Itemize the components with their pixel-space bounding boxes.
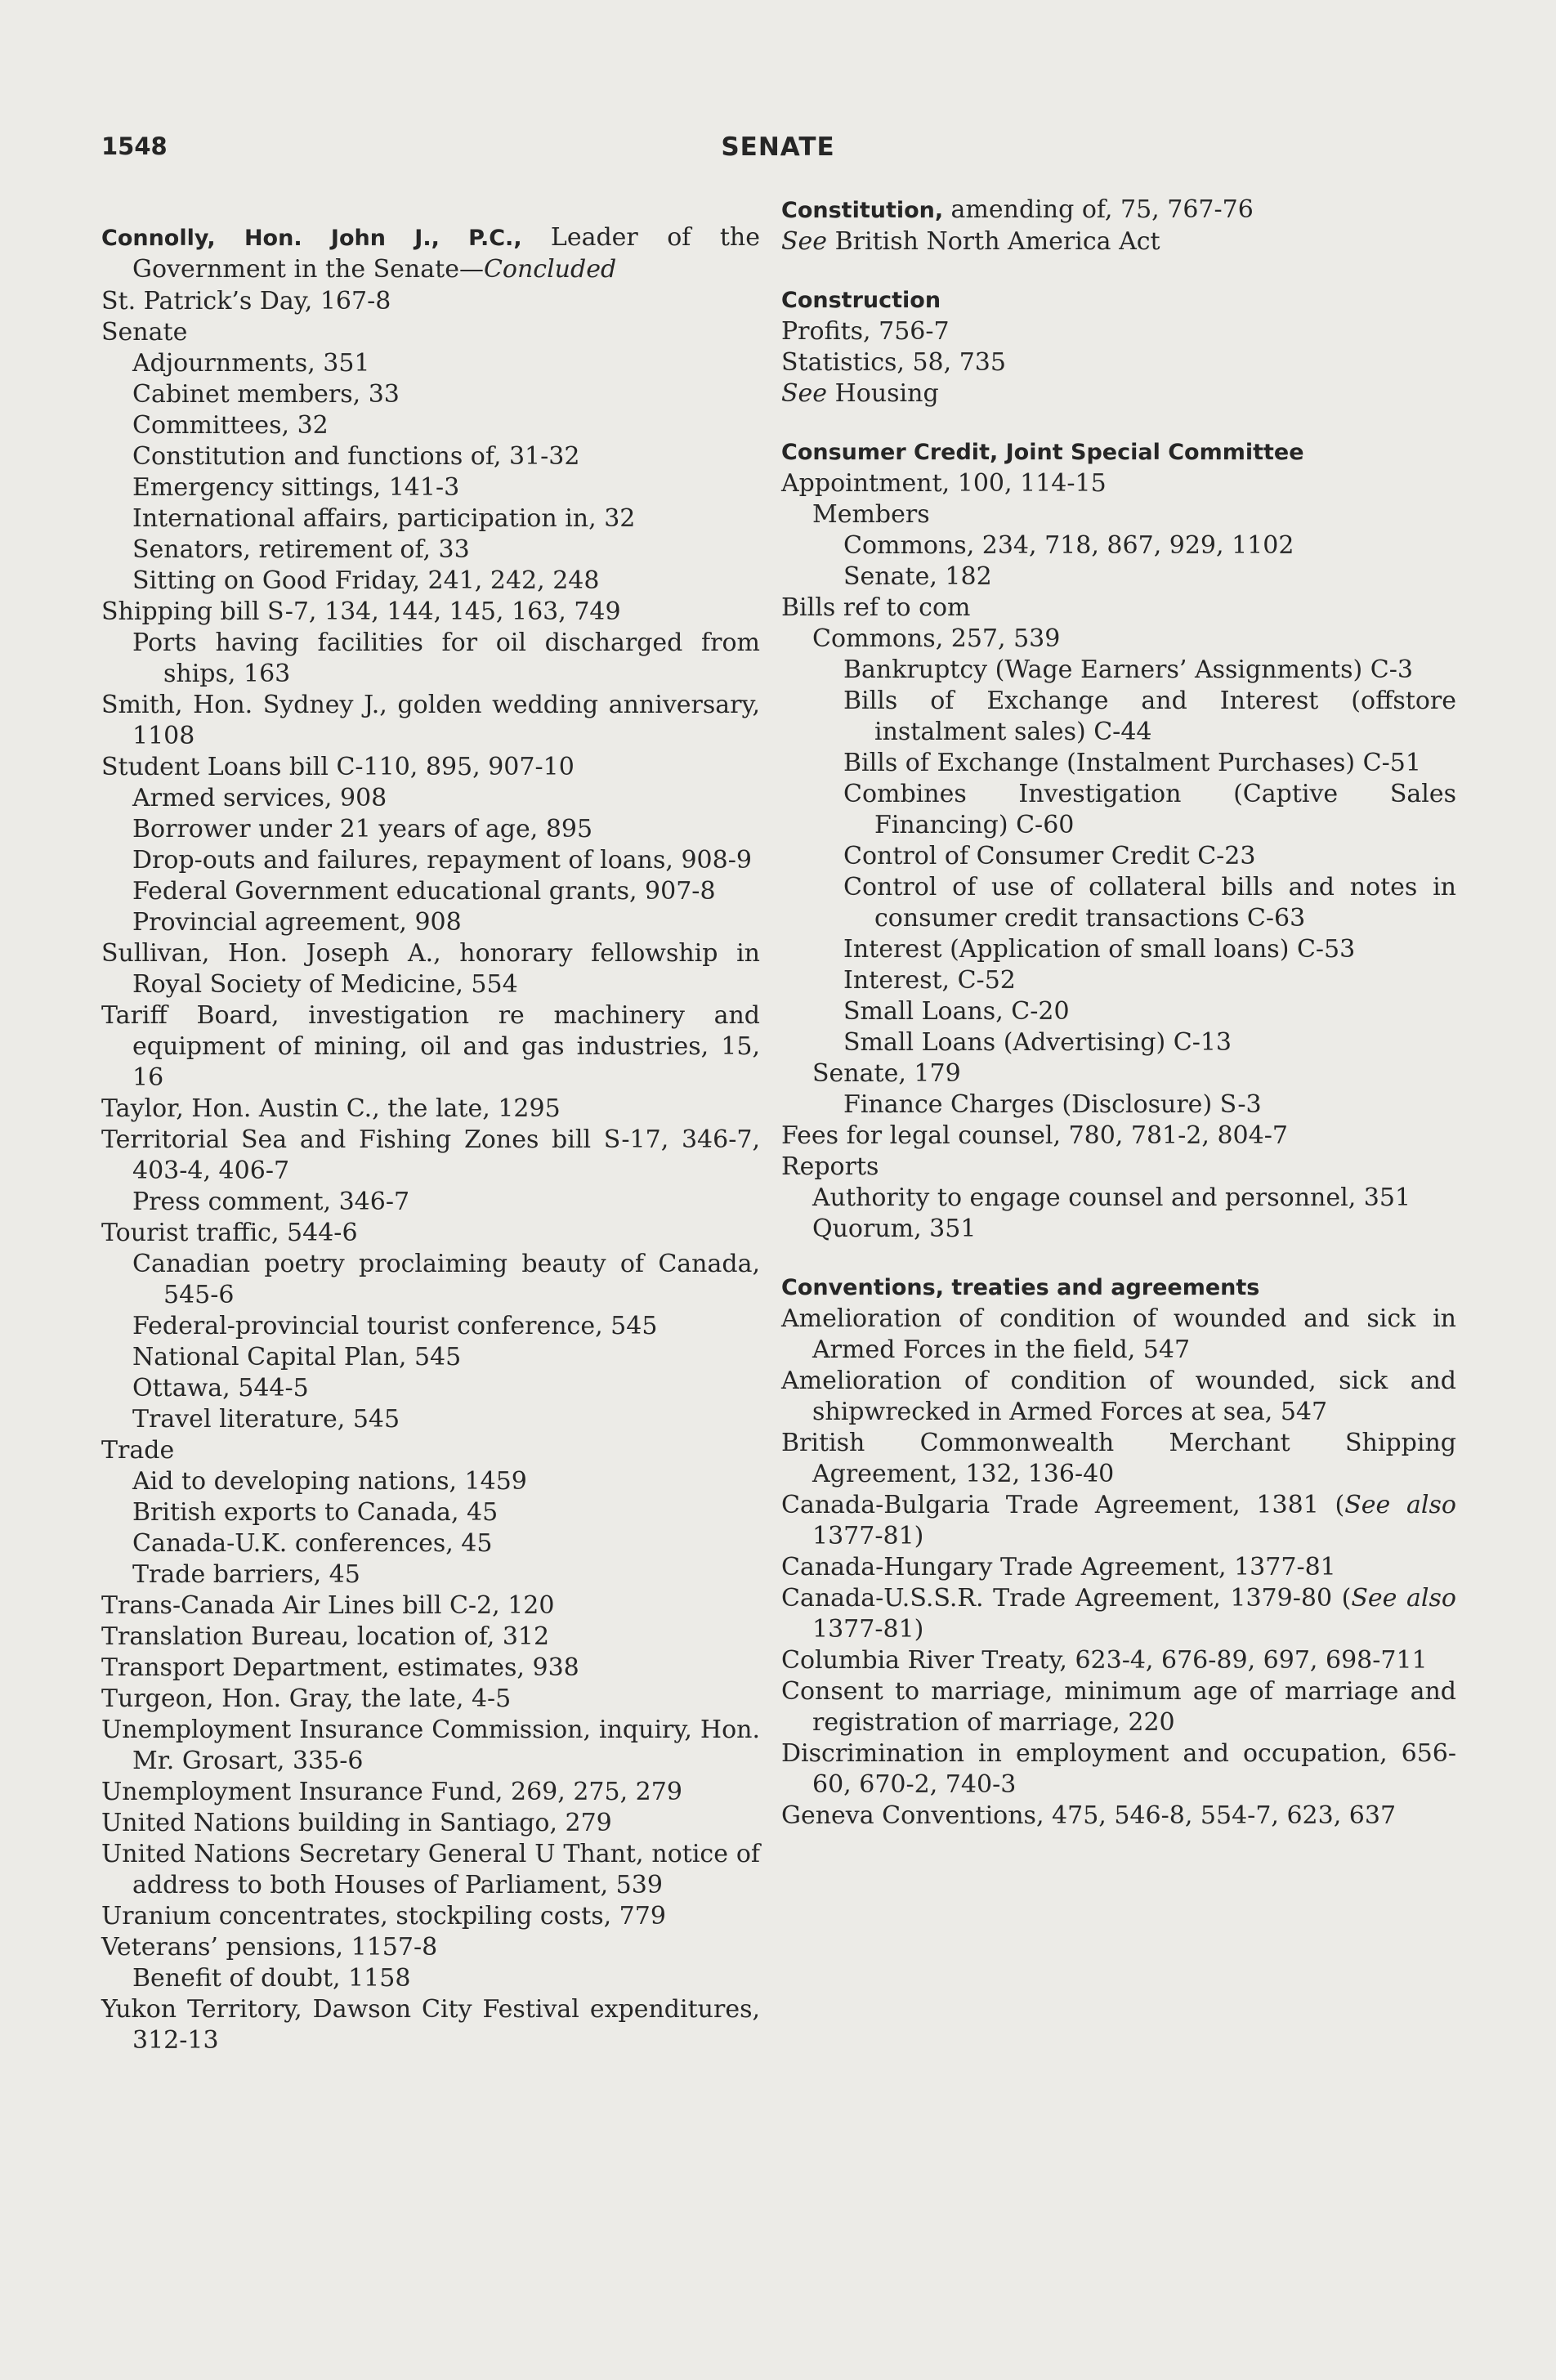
index-entry [781,872,1456,934]
entry-text: Authority to engage counsel and personnel, 351 [812,1183,1411,1212]
entry-text: Ports having facilities for oil discharged from ships, 163 [132,629,760,688]
entry-text: Columbia River Treaty, 623-4, 676-89, 697, 698-711 [781,1646,1428,1675]
entry-text: Senate [101,318,188,347]
entry-text: Senate, 179 [812,1059,961,1088]
entry-text: Federal Government educational grants, 907-8 [132,877,716,906]
entry-text: Appointment, 100, 114-15 [781,469,1107,498]
index-heading [781,285,1456,316]
heading-subtitle: amending of, 75, 767-76 [950,195,1254,224]
entry-text: Combines Investigation (Captive Sales Financing) C-60 [843,780,1456,839]
entry-text: British North America Act [827,227,1160,256]
index-entry [101,1497,760,1528]
entry-text: Cabinet members, 33 [132,380,400,409]
index-entry [781,1089,1456,1121]
entry-text: Interest (Application of small loans) C-53 [843,935,1356,964]
index-entry [101,317,760,348]
page-number: 1548 [101,132,168,160]
index-entry [781,1552,1456,1583]
entry-text: Unemployment Insurance Fund, 269, 275, 279 [101,1778,682,1806]
index-entry [101,876,760,907]
index-entry [101,845,760,876]
entry-text: Student Loans bill C-110, 895, 907-10 [101,753,575,781]
heading-subtitle-italic: Concluded [483,255,617,284]
index-heading [781,437,1456,468]
index-entry [101,286,760,317]
index-entry [781,1214,1456,1245]
entry-text: Canada-Hungary Trade Agreement, 1377-81 [781,1553,1336,1581]
see-also-reference: See also [1344,1491,1456,1519]
index-entry [101,1404,760,1435]
index-entry [781,347,1456,378]
index-entry [781,530,1456,561]
index-entry [101,1777,760,1808]
heading-term: Constitution, [781,198,944,223]
heading-term: Connolly, Hon. John J., P.C., [101,226,522,251]
index-entry [781,1645,1456,1676]
entry-text: Benefit of doubt, 1158 [132,1964,411,1993]
entry-text: Housing [827,379,939,408]
index-entry [781,1428,1456,1490]
entry-text: Quorum, 351 [812,1215,977,1243]
index-entry [101,1559,760,1590]
index-entry [781,934,1456,965]
entry-text: Adjournments, 351 [132,349,370,378]
index-entry [101,472,760,503]
index-entry [101,1466,760,1497]
entry-text: Drop-outs and failures, repayment of loans, 908-9 [132,846,752,875]
index-heading [101,222,760,286]
entry-text: Sullivan, Hon. Joseph A., honorary fellowship in Royal Society of Medicine, 554 [101,939,760,999]
entry-text: Finance Charges (Disclosure) S-3 [843,1090,1262,1119]
entry-text: Members [812,500,930,529]
entry-text-tail: 1377-81) [812,1615,924,1644]
see-reference: See [781,379,828,408]
entry-text: Control of Consumer Credit C-23 [843,842,1256,870]
entry-text: Senate, 182 [843,562,992,591]
entry-text: Discrimination in employment and occupation, 656-60, 670-2, 740-3 [781,1739,1456,1799]
entry-text: British Commonwealth Merchant Shipping Agreement, 132, 136-40 [781,1429,1456,1488]
entry-text: Taylor, Hon. Austin C., the late, 1295 [101,1094,561,1123]
entry-text: Travel literature, 545 [132,1405,400,1434]
entry-text: Borrower under 21 years of age, 895 [132,815,593,843]
entry-text: Ottawa, 544-5 [132,1374,309,1402]
entry-text: Bills ref to com [781,593,971,622]
index-entry [101,535,760,566]
index-entry [101,1684,760,1715]
index-entry [101,628,760,690]
entry-text: Consent to marriage, minimum age of marriage and registration of marriage, 220 [781,1677,1456,1737]
index-entry [101,690,760,752]
entry-text: Constitution and functions of, 31-32 [132,442,580,471]
entry-text: Statistics, 58, 735 [781,348,1006,377]
entry-text: Canada-Bulgaria Trade Agreement, 1381 ( [781,1491,1345,1519]
index-entry [101,566,760,597]
index-column-right [781,195,1456,1832]
entry-text: Commons, 257, 539 [812,624,1061,653]
entry-text: St. Patrick’s Day, 167-8 [101,287,391,315]
entry-text: Amelioration of condition of wounded, sick and shipwrecked in Armed Forces at sea, 547 [781,1367,1456,1426]
entry-text: Bills of Exchange and Interest (offstore instalment sales) C-44 [843,687,1456,746]
index-entry [781,561,1456,593]
index-entry [781,1183,1456,1214]
page-title: SENATE [721,132,835,162]
entry-text: Control of use of collateral bills and notes in consumer credit transactions C-63 [843,873,1456,933]
index-entry [781,1366,1456,1428]
entry-text: Committees, 32 [132,411,329,440]
index-entry [101,1000,760,1094]
entry-text: Commons, 234, 718, 867, 929, 1102 [843,531,1294,560]
index-entry [781,1490,1456,1552]
index-entry [101,938,760,1000]
index-heading [781,1273,1456,1304]
entry-text: Provincial agreement, 908 [132,908,462,937]
entry-text: Bankruptcy (Wage Earners’ Assignments) C-3 [843,655,1413,684]
index-entry [101,1932,760,1963]
index-entry [101,1249,760,1311]
index-entry [101,1125,760,1187]
index-entry [101,1435,760,1466]
index-entry [101,410,760,441]
entry-text: Bills of Exchange (Instalment Purchases) C-51 [843,749,1421,777]
index-entry [781,593,1456,624]
entry-text: Reports [781,1152,879,1181]
index-entry [101,1963,760,1994]
entry-text: Small Loans, C-20 [843,997,1070,1026]
index-entry [781,1121,1456,1152]
index-entry [781,226,1456,257]
entry-text: Uranium concentrates, stockpiling costs, 779 [101,1902,666,1930]
heading-term: Consumer Credit, Joint Special Committee [781,440,1304,465]
entry-text: Canadian poetry proclaiming beauty of Canada, 545-6 [132,1250,760,1309]
entry-text: National Capital Plan, 545 [132,1343,462,1371]
index-entry [101,1094,760,1125]
index-entry [781,965,1456,996]
entry-text-tail: 1377-81) [812,1522,924,1550]
heading-term: Construction [781,288,941,313]
entry-text: Yukon Territory, Dawson City Festival expenditures, 312-13 [101,1995,760,2055]
entry-text: Emergency sittings, 141-3 [132,473,460,502]
index-entry [781,316,1456,347]
index-entry [101,907,760,938]
index-entry [781,1583,1456,1645]
index-entry [101,814,760,845]
index-entry [101,503,760,535]
index-entry [781,1027,1456,1058]
index-heading [781,195,1456,226]
index-entry [101,1311,760,1342]
entry-text: Veterans’ pensions, 1157-8 [101,1933,438,1962]
index-entry [101,1901,760,1932]
index-entry [101,597,760,628]
index-entry [781,686,1456,748]
entry-text: International affairs, participation in, 32 [132,504,636,533]
entry-text: Trade barriers, 45 [132,1560,360,1589]
index-entry [101,1373,760,1404]
index-entry [781,1152,1456,1183]
index-entry [781,624,1456,655]
index-entry [101,1839,760,1901]
index-entry [781,378,1456,409]
index-entry [781,841,1456,872]
index-entry [101,1808,760,1839]
index-entry [101,1590,760,1622]
index-entry [781,1738,1456,1801]
entry-text: Fees for legal counsel, 780, 781-2, 804-7 [781,1121,1288,1150]
index-entry [781,779,1456,841]
index-entry [101,1187,760,1218]
entry-text: Trade [101,1436,175,1465]
heading-term: Conventions, treaties and agreements [781,1275,1260,1300]
index-entry [781,1304,1456,1366]
entry-text: Tourist traffic, 544-6 [101,1219,358,1247]
index-entry [781,996,1456,1027]
entry-text: British exports to Canada, 45 [132,1498,499,1527]
index-entry [781,1058,1456,1089]
index-entry [101,1528,760,1559]
index-entry [781,1676,1456,1738]
see-also-reference: See also [1351,1584,1456,1613]
entry-text: Small Loans (Advertising) C-13 [843,1028,1232,1057]
entry-text: Transport Department, estimates, 938 [101,1653,579,1682]
entry-text: Sitting on Good Friday, 241, 242, 248 [132,566,600,595]
entry-text: Trans-Canada Air Lines bill C-2, 120 [101,1591,555,1620]
entry-text: Aid to developing nations, 1459 [132,1467,527,1496]
entry-text: United Nations building in Santiago, 279 [101,1809,612,1837]
index-entry [781,748,1456,779]
entry-text: Interest, C-52 [843,966,1016,995]
index-entry [101,783,760,814]
entry-text: Press comment, 346-7 [132,1188,410,1216]
index-entry [781,1801,1456,1832]
index-entry [101,1218,760,1249]
index-entry [781,499,1456,530]
entry-text: Translation Bureau, location of, 312 [101,1622,550,1651]
entry-text: Profits, 756-7 [781,317,950,346]
index-entry [101,1653,760,1684]
index-entry [101,1342,760,1373]
entry-text: Geneva Conventions, 475, 546-8, 554-7, 623, 637 [781,1801,1397,1830]
heading-subtitle: Leader of the Government in the Senate— [132,223,760,284]
entry-text: Smith, Hon. Sydney J., golden wedding anniversary, 1108 [101,691,760,750]
index-entry [101,348,760,379]
entry-text: Canada-U.K. conferences, 45 [132,1529,493,1558]
index-entry [781,655,1456,686]
entry-text: Federal-provincial tourist conference, 545 [132,1312,658,1340]
index-entry [101,1994,760,2056]
see-reference: See [781,227,828,256]
entry-text: Tariff Board, investigation re machinery and equipment of mining, oil and gas industries, 15, 16 [101,1001,760,1092]
index-entry [101,441,760,472]
entry-text: Canada-U.S.S.R. Trade Agreement, 1379-80 ( [781,1584,1352,1613]
entry-text: Shipping bill S-7, 134, 144, 145, 163, 749 [101,597,621,626]
entry-text: Unemployment Insurance Commission, inquiry, Hon. Mr. Grosart, 335-6 [101,1716,760,1775]
index-entry [101,1622,760,1653]
entry-text: Turgeon, Hon. Gray, the late, 4-5 [101,1684,512,1713]
entry-text: Territorial Sea and Fishing Zones bill S-17, 346-7, 403-4, 406-7 [101,1125,760,1185]
entry-text: Amelioration of condition of wounded and sick in Armed Forces in the field, 547 [781,1304,1456,1364]
index-entry [101,752,760,783]
index-entry [781,468,1456,499]
index-entry [101,379,760,410]
entry-text: Armed services, 908 [132,784,387,812]
index-entry [101,1715,760,1777]
entry-text: United Nations Secretary General U Thant, notice of address to both Houses of Parliament, 539 [101,1840,760,1899]
entry-text: Senators, retirement of, 33 [132,535,470,564]
index-column-left [101,195,760,2056]
